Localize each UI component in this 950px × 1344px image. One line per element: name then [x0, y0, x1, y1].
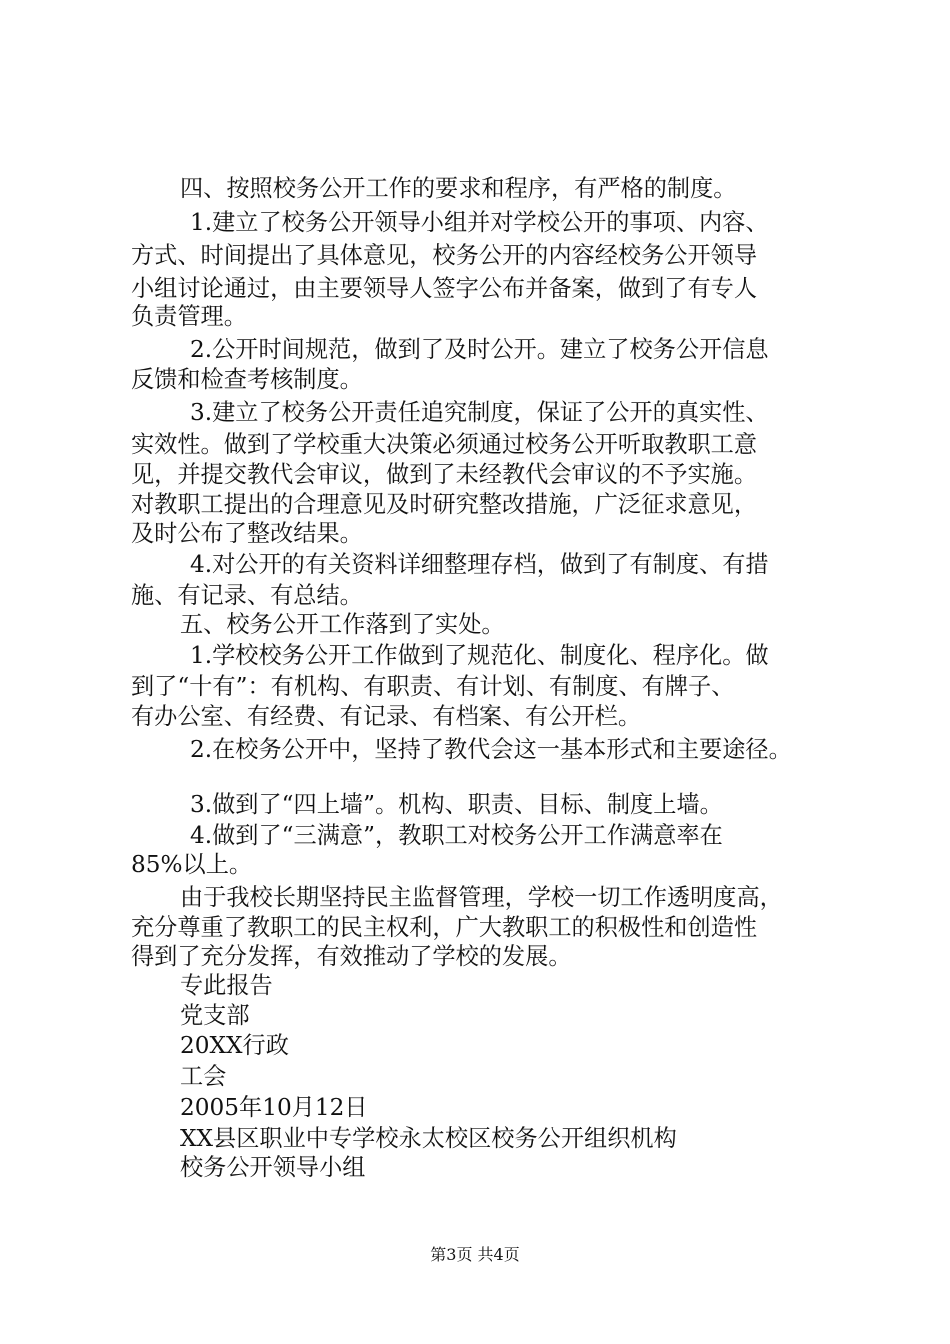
paragraph-line: 4.做到了“三满意”，教职工对校务公开工作满意率在	[190, 822, 723, 849]
paragraph-line: 施、有记录、有总结。	[131, 582, 363, 609]
paragraph-line: 2.公开时间规范，做到了及时公开。建立了校务公开信息	[190, 336, 769, 363]
date-line: 2005年10月12日	[180, 1094, 368, 1121]
paragraph-line: 负责管理。	[131, 303, 247, 330]
signature-line: 20XX行政	[180, 1032, 289, 1059]
signature-line: 工会	[180, 1063, 227, 1090]
paragraph-line: 由于我校长期坚持民主监督管理，学校一切工作透明度高，	[180, 884, 783, 911]
paragraph-line: 1.学校校务公开工作做到了规范化、制度化、程序化。做	[190, 642, 769, 669]
paragraph-line: 实效性。做到了学校重大决策必须通过校务公开听取教职工意	[131, 431, 758, 458]
paragraph-line: 反馈和检查考核制度。	[131, 366, 363, 393]
paragraph-line: 3.做到了“四上墙”。机构、职责、目标、制度上墙。	[190, 791, 723, 818]
paragraph-line: 4.对公开的有关资料详细整理存档，做到了有制度、有措	[190, 551, 769, 578]
paragraph-line: 见，并提交教代会审议，做到了未经教代会审议的不予实施。	[131, 461, 758, 488]
section-title-line: 校务公开领导小组	[180, 1154, 366, 1181]
paragraph-line: 小组讨论通过，由主要领导人签字公布并备案，做到了有专人	[131, 275, 758, 302]
paragraph-line: 有办公室、有经费、有记录、有档案、有公开栏。	[131, 703, 642, 730]
paragraph-line: 充分尊重了教职工的民主权利，广大教职工的积极性和创造性	[131, 914, 758, 941]
paragraph-line: 得到了充分发挥，有效推动了学校的发展。	[131, 943, 572, 970]
paragraph-line: 及时公布了整改结果。	[131, 520, 363, 547]
paragraph-line: 85%以上。	[131, 851, 253, 878]
paragraph-line: 对教职工提出的合理意见及时研究整改措施，广泛征求意见，	[131, 491, 758, 518]
paragraph-line: 3.建立了校务公开责任追究制度，保证了公开的真实性、	[190, 399, 769, 426]
section-heading: 四、按照校务公开工作的要求和程序，有严格的制度。	[180, 175, 737, 202]
section-heading: 五、校务公开工作落到了实处。	[180, 611, 505, 638]
paragraph-line: 方式、时间提出了具体意见，校务公开的内容经校务公开领导	[131, 242, 758, 269]
section-title-line: XX县区职业中专学校永太校区校务公开组织机构	[180, 1125, 677, 1152]
page-number-footer: 第3页 共4页	[430, 1245, 520, 1264]
paragraph-line: 2.在校务公开中，坚持了教代会这一基本形式和主要途径。	[190, 736, 792, 763]
paragraph-line: 1.建立了校务公开领导小组并对学校公开的事项、内容、	[190, 209, 769, 236]
signature-line: 党支部	[180, 1002, 250, 1029]
paragraph-line: 到了“十有”：有机构、有职责、有计划、有制度、有牌子、	[131, 673, 735, 700]
closing-line: 专此报告	[180, 972, 273, 999]
